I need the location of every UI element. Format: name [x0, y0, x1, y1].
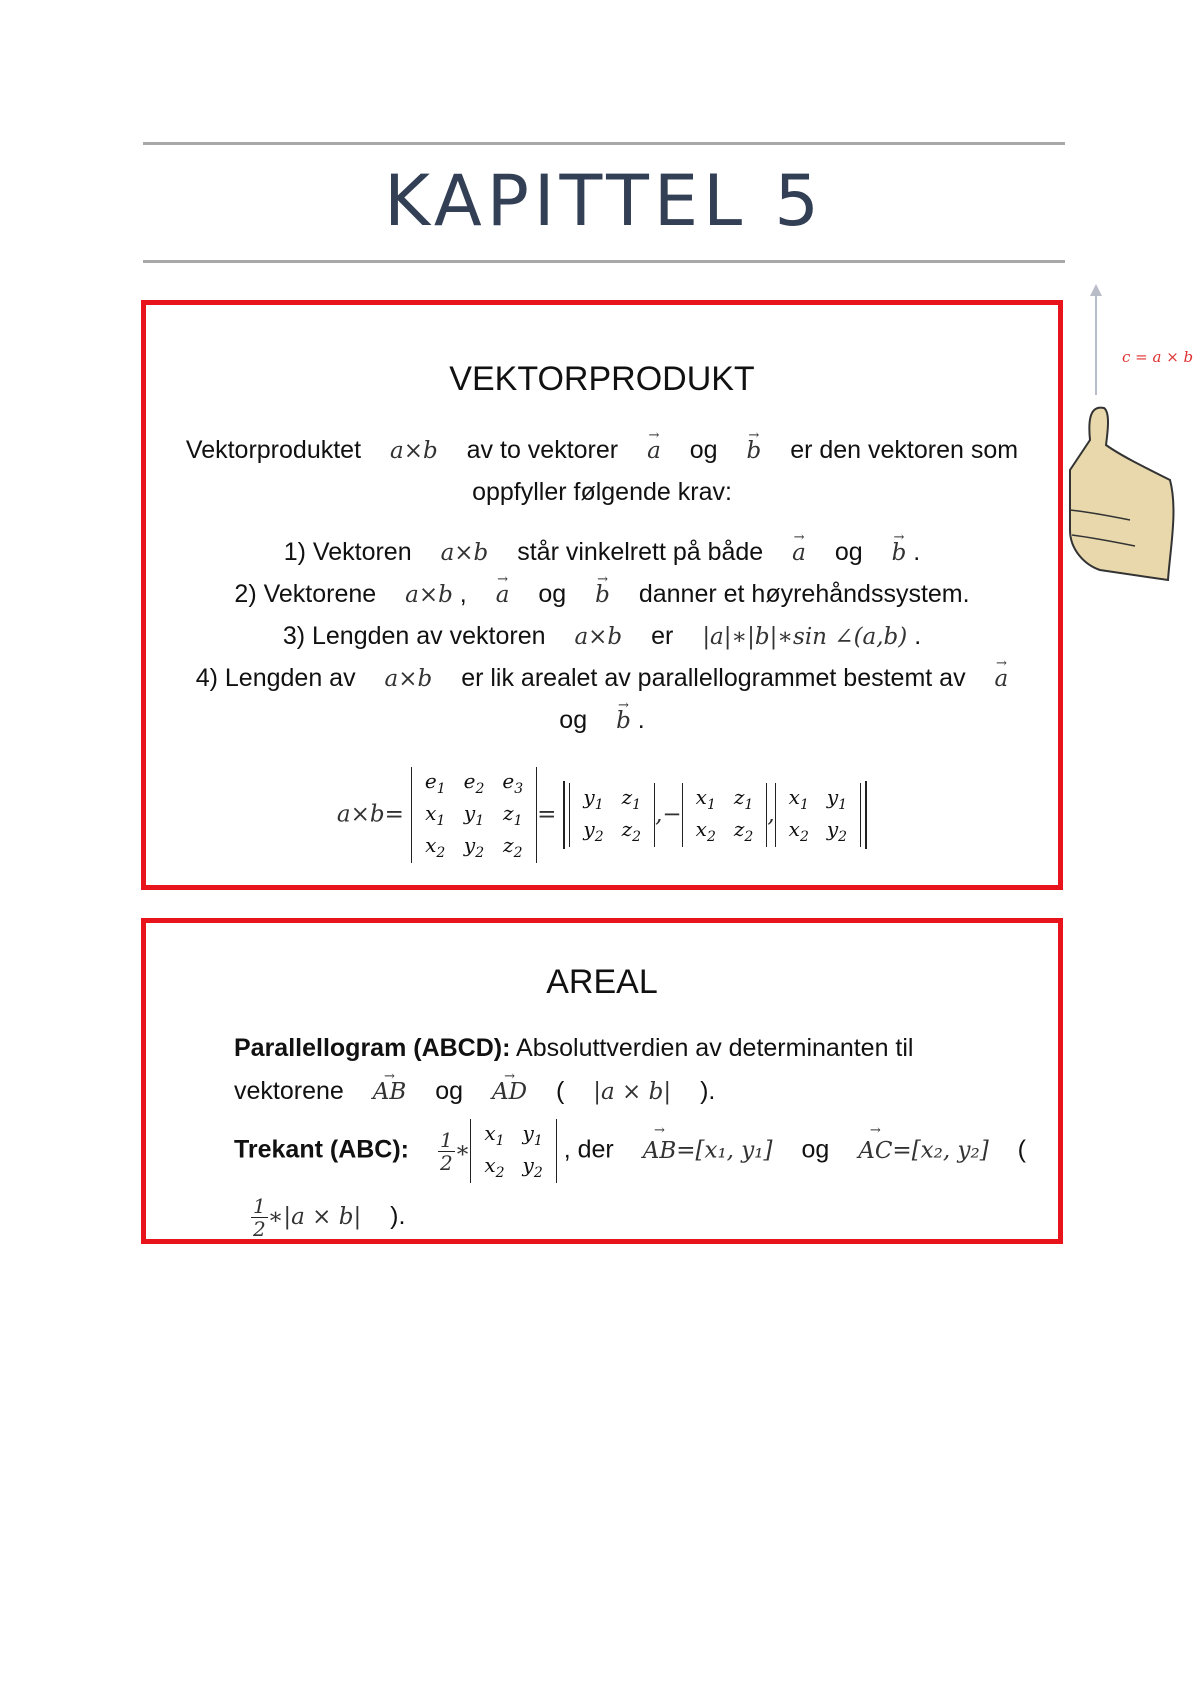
parallelogram-line-1: Parallellogram (ABCD): Absoluttverdien av determinanten til — [234, 1034, 914, 1062]
arrow-head — [1090, 284, 1102, 296]
requirement-1: 1) Vektoren a×b står vinkelrett på både → a og → b . — [146, 537, 1058, 568]
vector-b: → b — [747, 436, 762, 466]
triangle-line: Trekant (ABC): $\frac{1}{2}$ ∗ $x_1$ $y_1$ $x_2$ $y_2$ , der → AB=[x₁, y₁] og → AC=[x₂, y₂] ( — [234, 1119, 1026, 1183]
determinant-formula: a×b= $e_1$ $e_2$ $e_3$ $x_1$ $y_1$ $z_1$ $x_2$ $y_2$ $z_2$ = $y_1$ $z_1$ $y_2$ $z_2$ ,− $x_1$ $z_1$ $x_2$ $z_2$ , $x_1$ $y_1$ $x_2$ $y_2$ — [146, 767, 1058, 863]
requirement-3: 3) Lengden av vektoren a×b er |a|∗|b|∗sin ∠(a,b) . — [282, 622, 922, 650]
hand-icon — [1070, 408, 1173, 580]
determinant-3x3: $e_1$ $e_2$ $e_3$ $x_1$ $y_1$ $z_1$ $x_2$ $y_2$ $z_2$ — [411, 767, 537, 863]
cross-product-label: c = a × b — [1122, 348, 1194, 366]
requirement-2: 2) Vektorene a×b , → a og → b danner et høyrehåndssystem. — [146, 579, 1058, 610]
chapter-title: KAPITTEL 5 — [384, 160, 824, 242]
intro-line-1: Vektorproduktet a×b av to vektorer → a og → b er den vektoren som — [146, 435, 1058, 466]
intro-line-2: oppfyller følgende krav: — [472, 478, 732, 506]
vector-a: → a — [647, 436, 661, 466]
triangle-line-2: $\frac{1}{2}$ ∗|a × b| ). — [253, 1194, 406, 1241]
areal-title: AREAL — [546, 963, 658, 1001]
cofactor-vector: $y_1$ $z_1$ $y_2$ $z_2$ ,− $x_1$ $z_1$ $x_2$ $z_2$ , $x_1$ $y_1$ $x_2$ $y_2$ — [563, 781, 867, 849]
top-rule — [143, 142, 1065, 145]
requirement-4: 4) Lengden av a×b er lik arealet av parallellogrammet bestemt av → a — [146, 663, 1058, 694]
parallelogram-line-2: vektorene → AB og → AD ( |a × b| ). — [234, 1076, 715, 1107]
bottom-rule — [143, 260, 1065, 263]
areal-box — [141, 918, 1063, 1244]
vektorprodukt-box — [141, 300, 1063, 890]
length-formula: |a|∗|b|∗sin ∠(a,b) — [702, 624, 908, 650]
right-hand-figure — [1060, 280, 1200, 600]
half-fraction: $\frac{1}{2}$ — [439, 1127, 453, 1175]
requirement-4-line-2: og → b . — [146, 705, 1058, 736]
vektorprodukt-title: VEKTORPRODUKT — [449, 360, 755, 398]
axb-symbol: a×b — [389, 438, 438, 464]
